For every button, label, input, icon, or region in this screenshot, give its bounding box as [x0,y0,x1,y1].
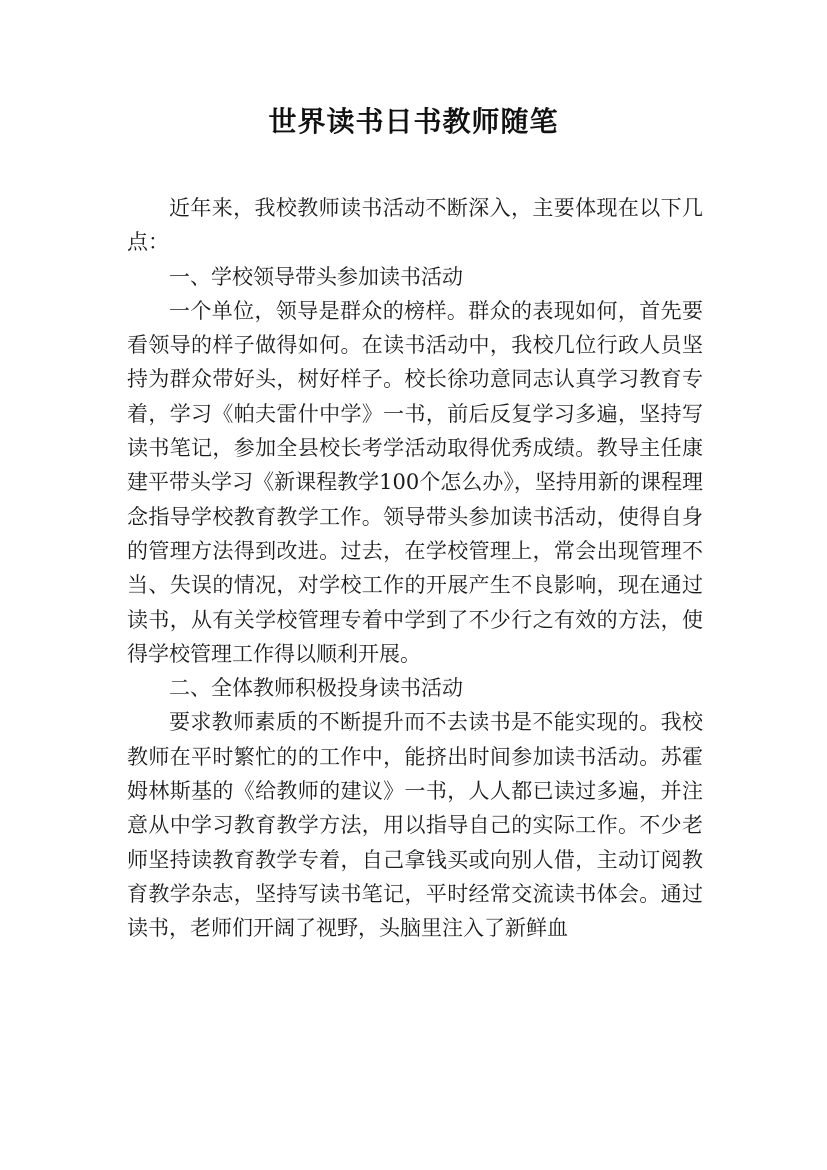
paragraph-section-1: 一个单位，领导是群众的榜样。群众的表现如何，首先要看领导的样子做得如何。在读书活动中，我校几位行政人员坚持为群众带好头，树好样子。校长徐功意同志认真学习教育专着，学习《帕夫雷什中学》一书，前后反复学习多遍，坚持写读书笔记，参加全县校长考学活动取得优秀成绩。教导主任康建平带头学习《新课程教学100个怎么办》，坚持用新的课程理念指导学校教育教学工作。领导带头参加读书活动，使得自身的管理方法得到改进。过去，在学校管理上，常会出现管理不当、失误的情况，对学校工作的开展产生不良影响，现在通过读书，从有关学校管理专着中学到了不少行之有效的方法，使得学校管理工作得以顺利开展。 [127,298,703,666]
paragraph-section-2: 要求教师素质的不断提升而不去读书是不能实现的。我校教师在平时繁忙的的工作中，能挤出时间参加读书活动。苏霍姆林斯基的《给教师的建议》一书，人人都已读过多遍，并注意从中学习教育教学方法，用以指导自己的实际工作。不少老师坚持读教育教学专着，自己拿钱买或向别人借，主动订阅教育教学杂志，坚持写读书笔记，平时经常交流读书体会。通过读书，老师们开阔了视野，头脑里注入了新鲜血 [127,710,703,941]
document-title: 世界读书日书教师随笔 [268,105,559,138]
section-heading-1: 一、学校领导带头参加读书活动 [169,264,463,289]
document-body [127,191,703,946]
paragraph-intro: 近年来，我校教师读书活动不断深入，主要体现在以下几点： [127,196,703,255]
section-heading-2: 二、全体教师积极投身读书活动 [169,676,463,701]
